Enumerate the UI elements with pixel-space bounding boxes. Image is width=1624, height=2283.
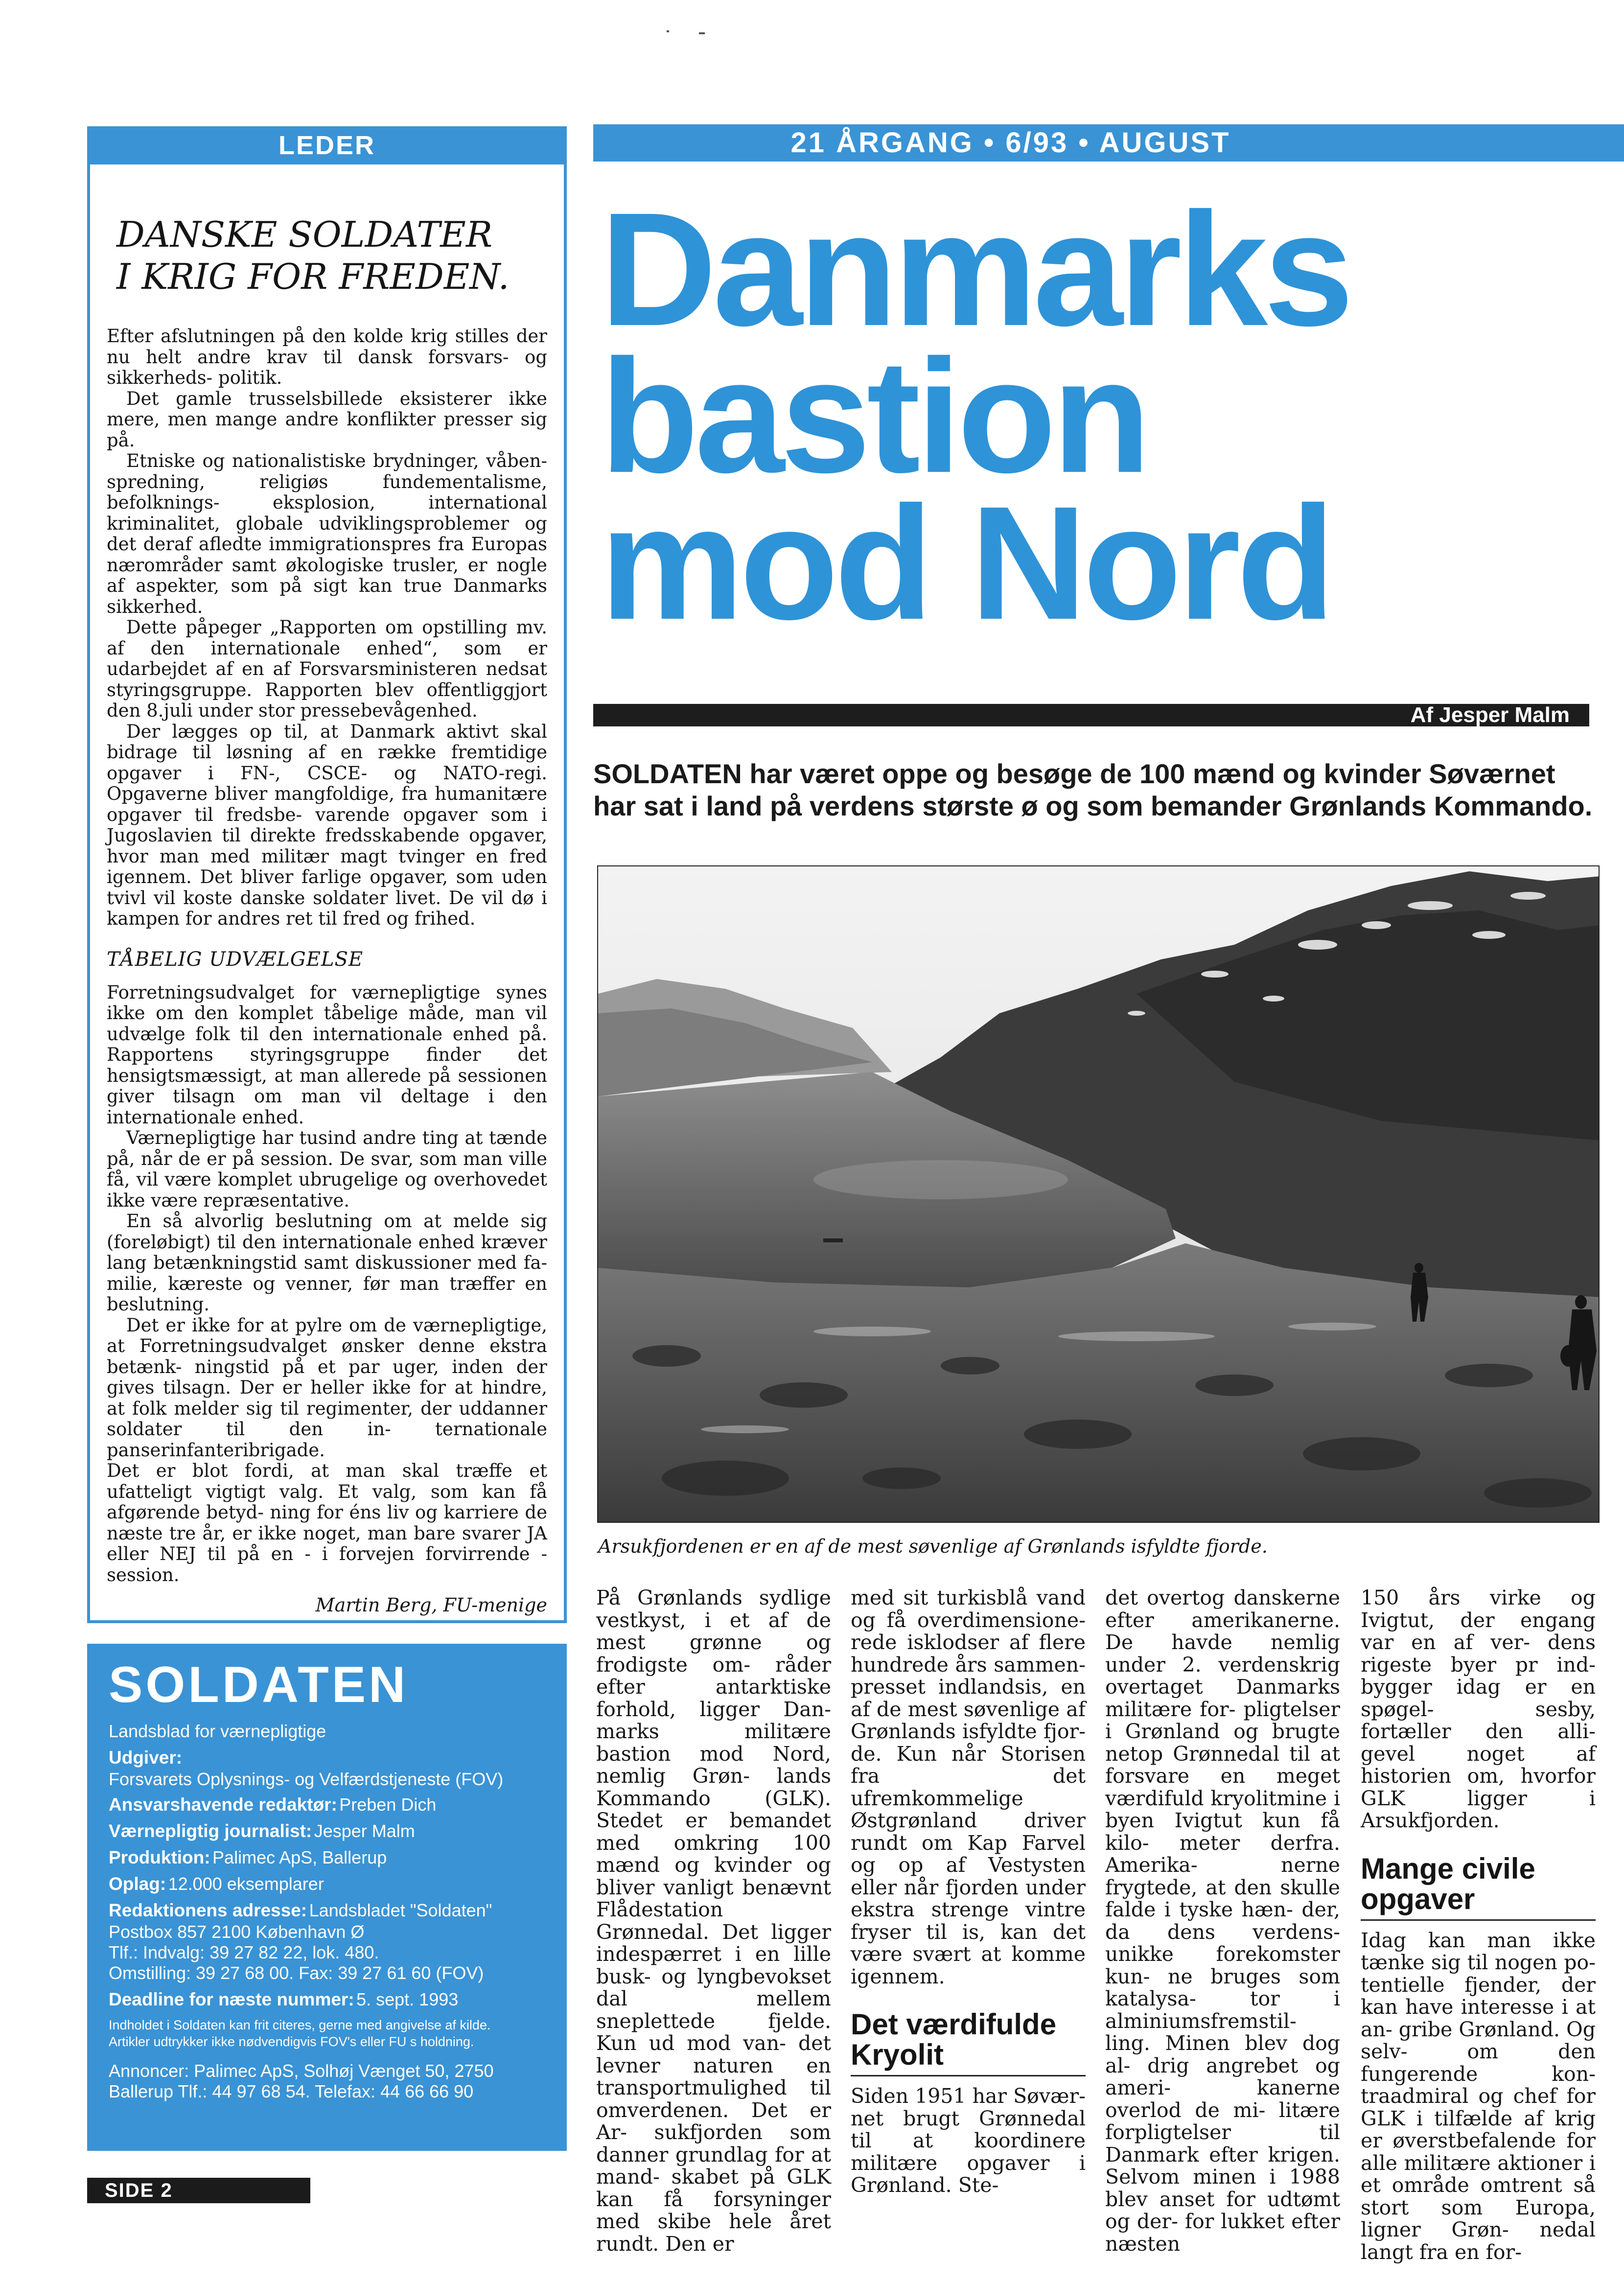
masthead-ads: Ballerup Tlf.: 44 97 68 54. Telefax: 44 66 66 90 xyxy=(109,2081,474,2101)
article-paragraph: Siden 1951 har Søvær- net brugt Grønnedal til at koordinere militære opgaver i Grønland. Ste- xyxy=(851,2084,1086,2197)
fjord-photo xyxy=(597,865,1600,1523)
masthead-label: Produktion: xyxy=(109,1847,210,1867)
leader-paragraph: Efter afslutningen på den kolde krig stilles der nu helt andre krav til dansk forsvars- og sikkerheds- politik. xyxy=(107,326,547,388)
leader-subhead: TÅBELIG UDVÆLGELSE xyxy=(107,948,364,971)
masthead-label: Ansvarshavende redaktør: xyxy=(109,1794,337,1815)
masthead-notice: Artikler udtrykker ikke nødvendigvis FOV's eller FU s holdning. xyxy=(109,2034,474,2049)
leader-paragraph: Etniske og nationalistiske brydninger, våben- spredning, religiøs fundementalisme, befolknings- eksplosion, international kriminalitet, globale udviklingsproblemer og det deraf afledte immigrationspres fra Europas nærområder samt økologiske trusler, er nogle af aspekter, som på sigt kan true Danmarks sikkerhed. xyxy=(107,450,547,617)
masthead-value: Palimec ApS, Ballerup xyxy=(212,1847,387,1867)
masthead-value: Tlf.: Indvalg: 39 27 82 22, lok. 480. xyxy=(109,1942,379,1962)
leader-title: DANSKE SOLDATER I KRIG FOR FREDEN. xyxy=(116,214,510,297)
masthead-value: 12.000 eksemplarer xyxy=(168,1874,324,1894)
article-paragraph: med sit turkisblå vand og få overdimensione- rede isklodser af flere hundrede års sammen- presset indlandsis, en af de mest søvenlige af Grønlands isfyldte fjor- de. Kun når Storisen fra det ufremkommelige Østgrønland driver rundt om Kap Farvel og op af Vestysten eller når fjorden under ekstra strenge vintre fryser til is, kan det være svært at komme igennem. xyxy=(851,1586,1086,1988)
leader-paragraph: Det gamle trusselsbillede eksisterer ikke mere, men mange andre konflikter presser sig på. xyxy=(107,388,547,451)
masthead-notice: Indholdet i Soldaten kan frit citeres, gerne med angivelse af kilde. xyxy=(109,2018,491,2032)
leader-paragraph: Der lægges op til, at Danmark aktivt skal bidrage til løsning af en række fremtidige opgaver i FN-, CSCE- og NATO-regi. Opgaverne bliver mangfoldige, fra humanitære opgaver til fredsbe- varende opgaver som i Jugoslavien til direkte fredsskabende opgaver, hvor man med militær magt tvinger en fred igennem. Det bliver farlige opgaver, som uden tvivl vil koste danske soldater livet. De vil dø i kampen for andres ret til fred og frihed. xyxy=(107,721,547,929)
masthead-value: Forsvarets Oplysnings- og Velfærdstjeneste (FOV) xyxy=(109,1769,504,1789)
article-column xyxy=(596,1587,831,2255)
leader-paragraph: Dette påpeger „Rapporten om opstilling mv. af den internationale enhed“, som er udarbejdet af en af Forsvarsministeren nedsat styringsgruppe. Rapporten blev offentliggjort den 8.juli under stor pressebevågenhed. xyxy=(107,617,547,721)
masthead-value: Postbox 857 2100 København Ø xyxy=(109,1922,365,1942)
leader-box xyxy=(87,164,567,1623)
masthead-row xyxy=(109,1988,545,2011)
headline-line: mod Nord xyxy=(600,472,1332,653)
scan-mark xyxy=(699,32,705,34)
masthead-title: SOLDATEN xyxy=(109,1656,409,1713)
article-column xyxy=(1105,1587,1340,2255)
masthead-row xyxy=(109,1820,545,1842)
masthead-row xyxy=(109,1899,545,1922)
headline-line: Danmarks xyxy=(600,179,1350,359)
masthead-box xyxy=(87,1644,567,2151)
issue-banner: 21 ÅRGANG • 6/93 • AUGUST xyxy=(593,124,1624,162)
leader-paragraph: En så alvorlig beslutning om at melde sig (foreløbigt) til den internationale enhed kræver lang betænkningstid samt diskussioner med fa- milie, kæreste og venner, før man træffer en beslutning. xyxy=(107,1211,547,1315)
article-headline xyxy=(600,179,1608,653)
masthead-value: Omstilling: 39 27 68 00. Fax: 39 27 61 60 (FOV) xyxy=(109,1963,484,1983)
masthead-value: 5. sept. 1993 xyxy=(356,1989,459,2009)
article-paragraph: Idag kan man ikke tænke sig til nogen po- tentielle fjender, der kan have interesse i at an- gribe Grønland. Og selv- om den fungerende kon- traadmiral og chef for GLK i tilfælde af krig er øverstbefalende for alle militære aktioner i et område omtrent så stort som Europa, ligner Grøn- nedal langt fra en for- xyxy=(1361,1928,1596,2264)
article-column xyxy=(1361,1587,1596,2263)
article-paragraph: det overtog danskerne efter amerikanerne. De havde nemlig under 2. verdenskrig overtaget Danmarks militære for- pligtelser i Grønland og brugte netop Grønnedal til at forsvare en meget værdifuld kryolitmine i byen Ivigtut kun få kilo- meter derfra. Amerika- nerne frygtede, at den skulle falde i tyske hæn- der, da dens verdens- unikke forekomster kun- ne bruges som katalysa- tor i alminiumsfremstil- ling. Minen blev dog al- drig angrebet og ameri- kanerne overlod de mi- litære forpligtelser til Danmark efter krigen. Selvom minen i 1988 blev anset for udtømt og der- for lukket efter næsten xyxy=(1105,1586,1340,2256)
masthead-label: Deadline for næste nummer: xyxy=(109,1989,354,2009)
leader-signature: Martin Berg, FU-menige xyxy=(315,1594,547,1616)
masthead-value: Jesper Malm xyxy=(314,1821,415,1841)
article-subhead: Det værdifulde Kryolit xyxy=(851,2009,1086,2076)
masthead-value: Landsbladet "Soldaten" xyxy=(309,1900,492,1920)
headline-line: bastion xyxy=(600,326,1147,506)
masthead-row xyxy=(109,1794,545,1816)
leader-paragraph: Værnepligtige har tusind andre ting at tænde på, når de er på session. De svar, som man ville få, vil være komplet ubrugelige og overhovedet ikke være repræsentative. xyxy=(107,1127,547,1211)
article-lead: SOLDATEN har været oppe og besøge de 100 mænd og kvinder Søværnet har sat i land på verdens største ø og som bemander Grønlands Kommando. xyxy=(593,758,1593,821)
masthead-label: Redaktionens adresse: xyxy=(109,1900,307,1920)
article-paragraph: På Grønlands sydlige vestkyst, i et af de mest grønne og frodigste om- råder efter antarktiske forhold, ligger Dan- marks militære bastion mod Nord, nemlig Grøn- lands Kommando (GLK). Stedet er bemandet med omkring 100 mænd og kvinder og bliver vanligt benævnt Flådestation Grønnedal. Det ligger indespærret i en lille busk- og lyngbevokset dal mellem sneplettede fjelde. Kun ud mod van- det levner naturen en transportmulighed til omverdenen. Det er Ar- sukfjorden som danner grundlag for at mand- skabet på GLK kan få forsyninger med skibe hele året rundt. Den er xyxy=(596,1586,831,2256)
leader-paragraph: Det er ikke for at pylre om de værnepligtige, at Forretningsudvalget ønsker denne ekstra betænk- ningstid på et par uger, inden der gives tilsagn. Der er heller ikke for at hindre, at folk melder sig til regimenter, der uddanner soldater til den in- ternationale panserinfanteribrigade. xyxy=(107,1314,547,1461)
leader-paragraph: Forretningsudvalget for værnepligtige synes ikke om den komplet tåbelige måde, man vil udvælge folk til den internationale enhed på. Rapportens styringsgruppe finder det hensigtsmæssigt, at man allerede på sessionen giver tilsagn om man vil deltage i den internationale enhed. xyxy=(107,981,547,1128)
masthead-value: Preben Dich xyxy=(339,1794,437,1815)
masthead-tagline: Landsblad for værnepligtige xyxy=(109,1721,326,1741)
leader-paragraph: Det er blot fordi, at man skal træffe et ufatteligt vigtigt valg. Et valg, som kan få afgørende betyd- ning for éns liv og karriere de næste tre år, er ikke noget, man bare svarer JA eller NEJ til på en - i forvejen forvirrende - session. xyxy=(107,1460,547,1585)
article-subhead: Mange civile opgaver xyxy=(1361,1854,1596,1921)
masthead-ads: Annoncer: Palimec ApS, Solhøj Vænget 50, 2750 xyxy=(109,2061,494,2081)
article-paragraph: 150 års virke og Ivigtut, der engang var en af ver- dens rigeste byer pr ind- bygger idag er en spøgel- sesby, fortæller den alli- gevel noget af historien om, hvorfor GLK ligger i Arsukfjorden. xyxy=(1361,1586,1596,1832)
masthead-row xyxy=(109,1873,545,1895)
article-column xyxy=(851,1587,1086,2197)
masthead-label: Udgiver: xyxy=(109,1747,183,1768)
masthead-label: Værnepligtig journalist: xyxy=(109,1821,312,1841)
masthead-label: Oplag: xyxy=(109,1874,166,1894)
leader-header: LEDER xyxy=(87,126,567,164)
page-number-bar: SIDE 2 xyxy=(87,2178,310,2203)
photo-caption: Arsukfjordenen er en af de mest søvenlige af Grønlands isfyldte fjorde. xyxy=(598,1536,1268,1557)
scan-mark xyxy=(667,30,669,32)
byline-bar: Af Jesper Malm xyxy=(593,704,1589,726)
masthead-row xyxy=(109,1846,545,1869)
